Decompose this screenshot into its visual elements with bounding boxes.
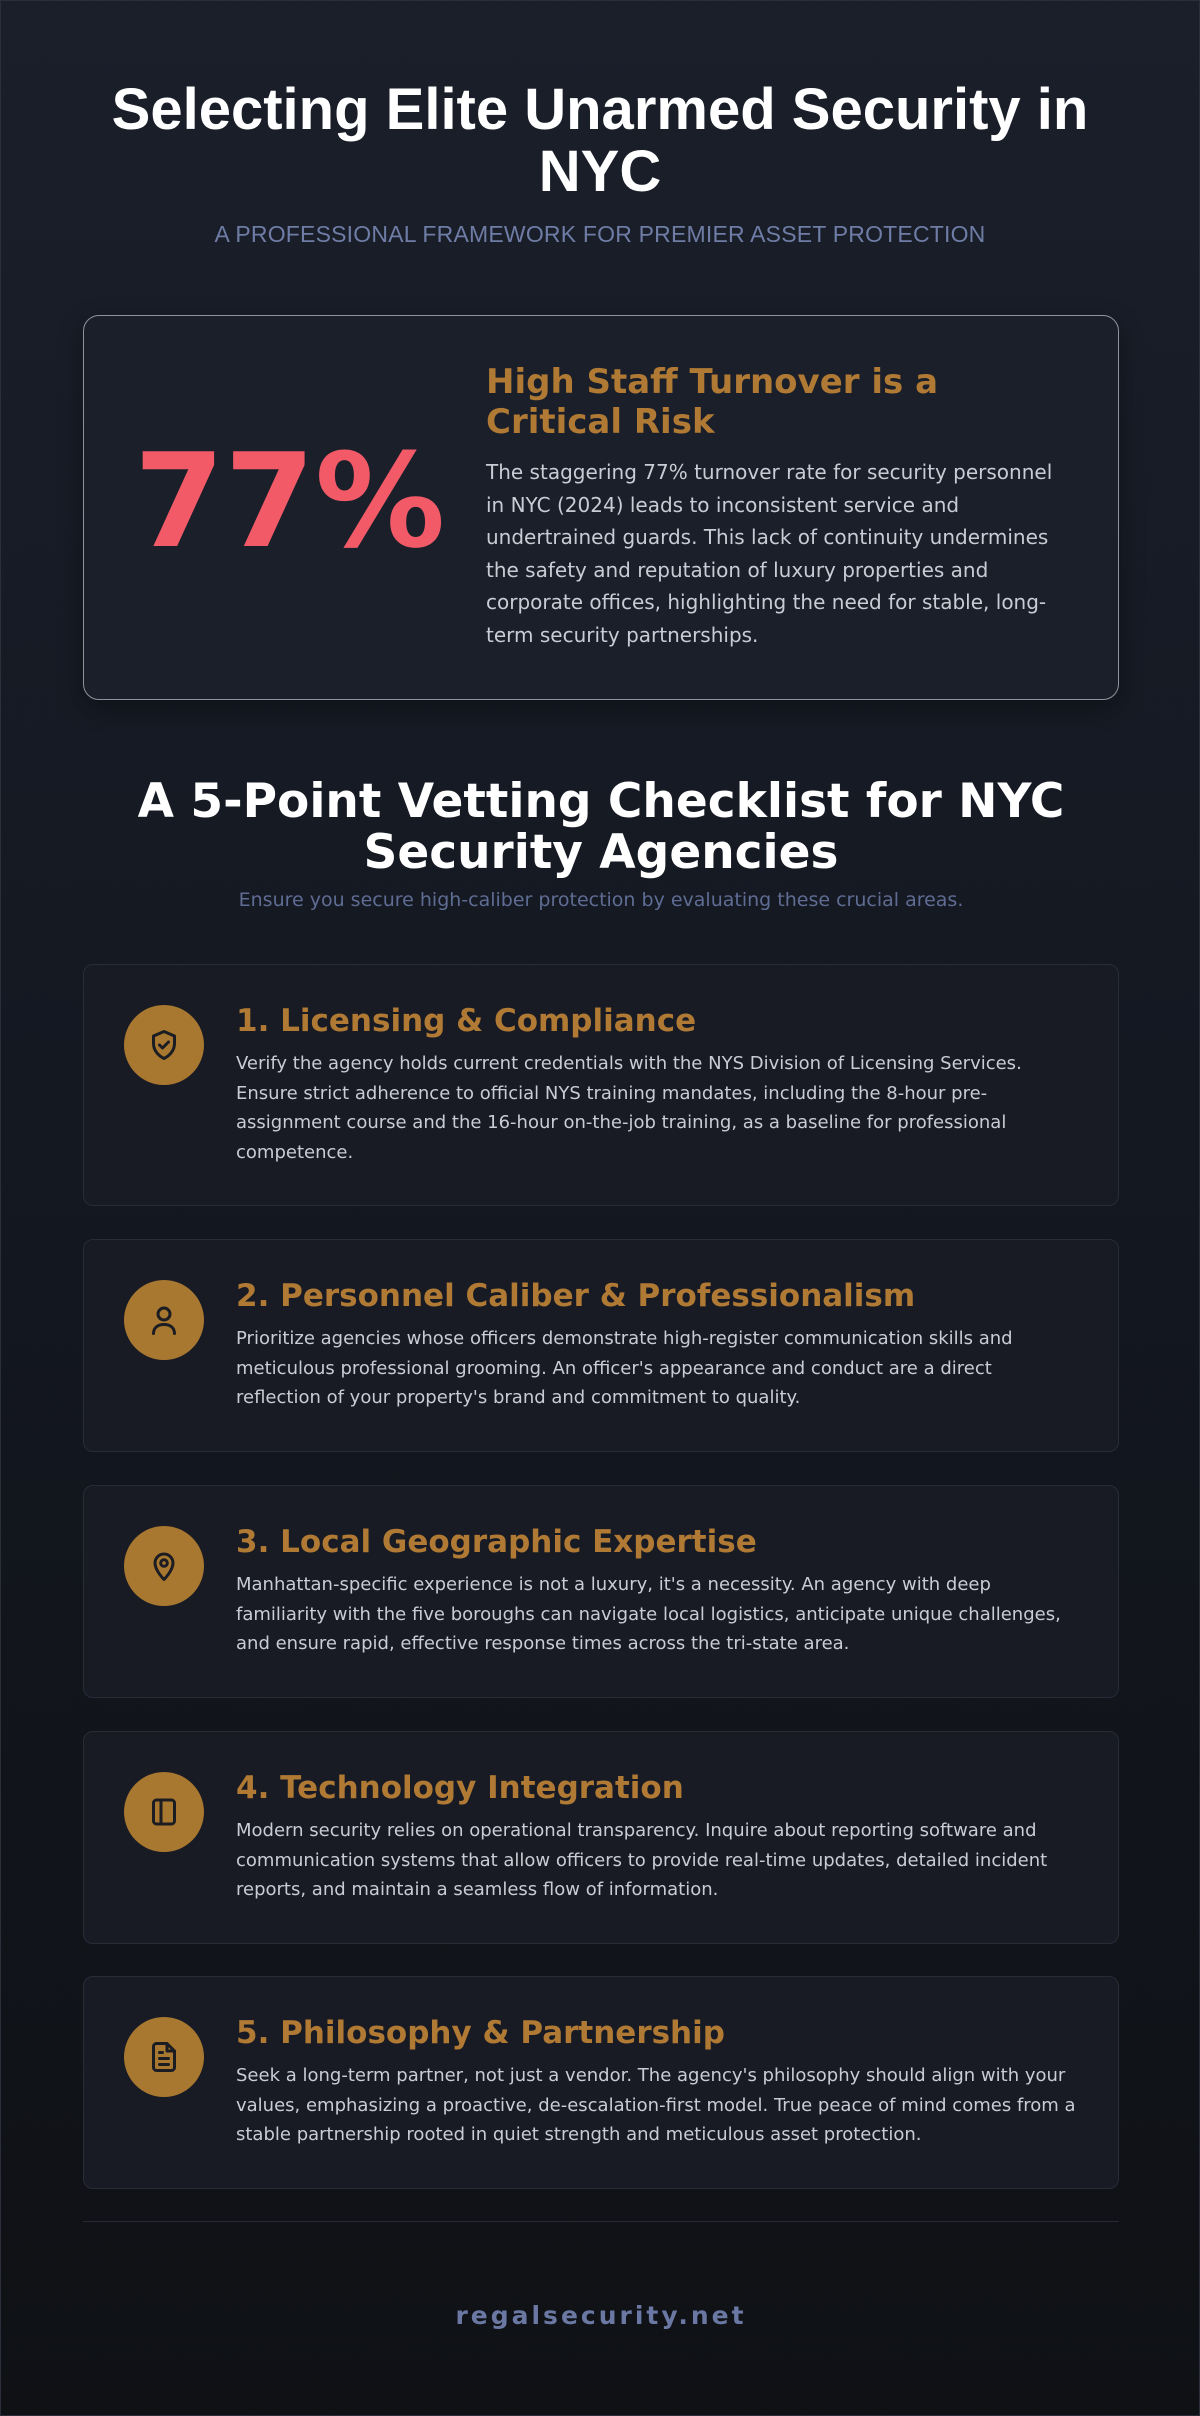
checklist-item-geographic (83, 1485, 1119, 1698)
page-subtitle: A PROFESSIONAL FRAMEWORK FOR PREMIER ASSET PROTECTION (214, 221, 986, 247)
checklist-item-personnel (83, 1239, 1119, 1452)
checklist-title: A 5-Point Vetting Checklist for NYC Security Agencies (137, 774, 1065, 880)
checklist-item-technology (83, 1731, 1119, 1944)
checklist-item-philosophy (83, 1976, 1119, 2189)
checklist-item-text: Seek a long-term partner, not just a vendor. The agency's philosophy should align with your values, emphasizing a proactive, de-escalation-first model. True peace of mind comes from a stable partnership rooted in quiet strength and meticulous asset protection. (236, 2065, 1076, 2145)
document-icon (124, 2017, 204, 2097)
stat-value: 77% (134, 425, 446, 577)
checklist-item-text: Manhattan-specific experience is not a luxury, it's a necessity. An agency with deep familiarity with the five boroughs can navigate local logistics, anticipate unique challenges, and ensure rapid, effective response times across the tri-state area. (236, 1574, 1061, 1654)
panel-icon (124, 1772, 204, 1852)
stat-description: The staggering 77% turnover rate for security personnel in NYC (2024) leads to inconsistent service and undertrained guards. This lack of continuity undermines the safety and reputation of luxury properties and corporate offices, highlighting the need for stable, long-term security partnerships. (486, 460, 1053, 647)
footer-site-link[interactable]: regalsecurity.net (455, 2301, 747, 2330)
turnover-stat-card (83, 315, 1119, 700)
footer-divider (83, 2221, 1119, 2222)
checklist-item-text: Verify the agency holds current credentials with the NYS Division of Licensing Services. Ensure strict adherence to official NYS training mandates, including the 8-hour pre-assignment course and the 16-hour on-the-job training, as a baseline for professional competence. (236, 1053, 1022, 1163)
checklist-item-text: Prioritize agencies whose officers demonstrate high-register communication skills and meticulous professional grooming. An officer's appearance and conduct are a direct reflection of your property's brand and commitment to quality. (236, 1328, 1013, 1408)
checklist-item-title: 4. Technology Integration (236, 1770, 684, 1806)
checklist-item-title: 5. Philosophy & Partnership (236, 2015, 725, 2051)
checklist-item-text: Modern security relies on operational transparency. Inquire about reporting software and communication systems that allow officers to provide real-time updates, detailed incident reports, and maintain a seamless flow of information. (236, 1820, 1048, 1900)
user-icon (124, 1280, 204, 1360)
checklist-item-licensing (83, 964, 1119, 1206)
shield-check-icon (124, 1005, 204, 1085)
page-header (1, 1, 1199, 248)
page-title: Selecting Elite Unarmed Security in NYC (111, 77, 1089, 204)
checklist-subtitle: Ensure you secure high-caliber protection by evaluating these crucial areas. (238, 889, 964, 911)
map-pin-icon (124, 1526, 204, 1606)
checklist-item-title: 1. Licensing & Compliance (236, 1003, 697, 1039)
stat-heading: High Staff Turnover is a Critical Risk (486, 362, 939, 442)
checklist-item-title: 2. Personnel Caliber & Professionalism (236, 1278, 916, 1314)
checklist-item-title: 3. Local Geographic Expertise (236, 1524, 757, 1560)
